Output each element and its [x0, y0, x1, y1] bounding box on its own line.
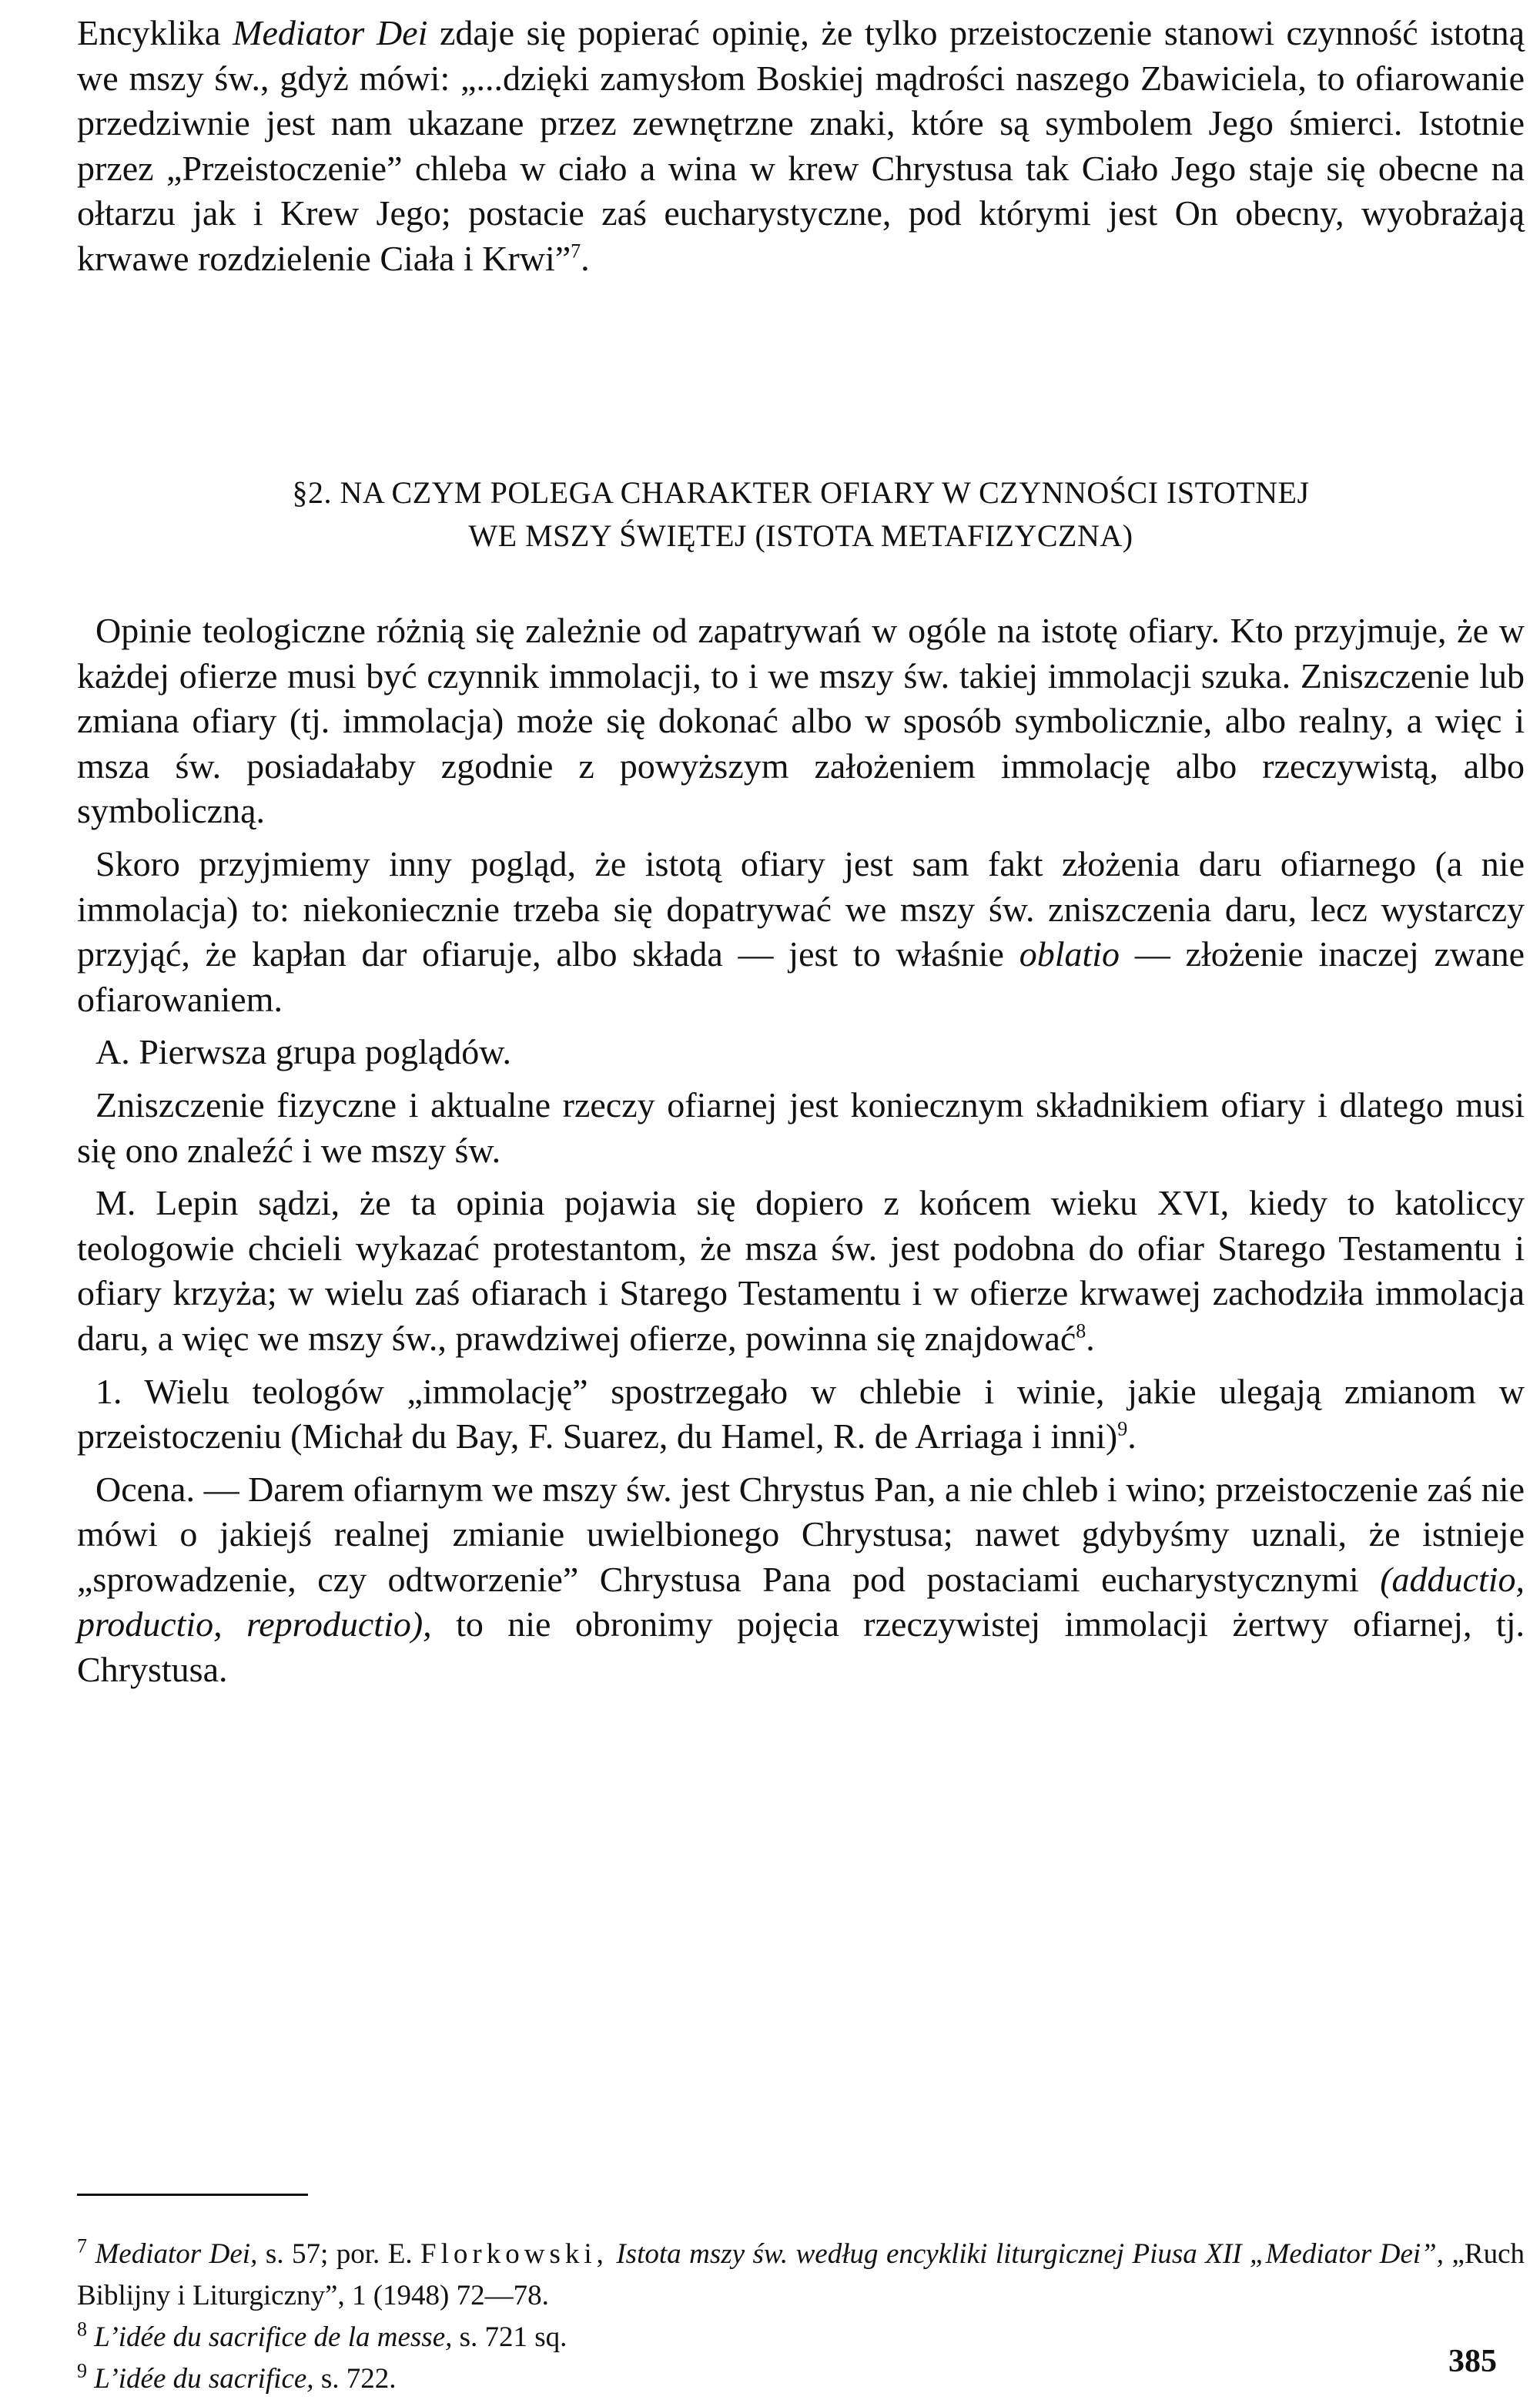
body-main: [77, 608, 1525, 1701]
text: Encyklika: [77, 13, 233, 52]
footnote-divider: [77, 2194, 308, 2196]
section-heading: [77, 471, 1525, 558]
footnote-number: 8: [77, 2318, 87, 2341]
text: .: [1086, 1318, 1095, 1358]
text: Skoro przyjmiemy inny pogląd, że istotą ofiary jest sam fakt złożenia daru ofiarnego (a nie immolacja) to: niekoniecznie trzeba się dopatrywać we mszy św. zniszczenia daru, lecz wystarczy przyjąć, że kapłan dar ofiaruje, albo składa — jest to właśnie: [77, 843, 1525, 974]
subheading-group-a: A. Pierwsza grupa poglądów.: [95, 1032, 511, 1072]
text: s. 722.: [313, 2363, 397, 2395]
footnote-7: [77, 2234, 1525, 2317]
footnote-ref-9: 9: [1117, 1417, 1128, 1440]
paragraph-assessment: [77, 1467, 1525, 1693]
text: „Ruch Biblijny i Liturgiczny”, 1 (1948) 72—78.: [77, 2238, 1525, 2311]
italic-title: Mediator Dei,: [95, 2238, 258, 2270]
text: to nie obronimy pojęcia rzeczywistej immolacji żertwy ofiarnej, tj. Chrystusa.: [77, 1604, 1525, 1690]
section-heading-line2: WE MSZY ŚWIĘTEJ (ISTOTA METAFIZYCZNA): [468, 518, 1133, 553]
footnote-number: 7: [77, 2234, 87, 2258]
italic-title: L’idée du sacrifice de la messe,: [94, 2321, 453, 2353]
text: 1. Wielu teologów „immolację” spostrzegało w chlebie i winie, jakie ulegają zmianom w przeistoczeniu (Michał du Bay, F. Suarez, du Hamel, R. de Arriaga i inni): [77, 1371, 1525, 1456]
paragraph-destruction: Zniszczenie fizyczne i aktualne rzeczy ofiarnej jest koniecznym składnikiem ofiary i dlatego musi się ono znaleźć i we mszy św.: [77, 1084, 1525, 1170]
author-name: Florkowski,: [420, 2238, 608, 2270]
italic-latin: (adductio, productio, reproductio),: [77, 1559, 1525, 1644]
paragraph-theologians: [77, 1369, 1525, 1460]
text: zdaje się popierać opinię, że tylko przeistoczenie stanowi czynność istotną we mszy św., gdyż mówi: „...dzięki zamysłom Boskiej mądrości naszego Zbawiciela, to ofiarowanie przedziwnie jest nam ukazane przez zewnętrzne znaki, które są symbolem Jego śmierci. Istotnie przez „Przeistoczenie” chleba w ciało a wina w krew Chrystusa tak Ciało Jego staje się obecne na ołtarzu jak i Krew Jego; postacie zaś eucharystyczne, pod którymi jest On obecny, wyobrażają krwawe rozdzielenie Ciała i Krwi”: [77, 13, 1525, 278]
text: s. 57; por. E.: [257, 2238, 421, 2270]
text: — złożenie inaczej zwane ofiarowaniem.: [77, 934, 1525, 1019]
italic-title: L’idée du sacrifice,: [94, 2363, 314, 2395]
footnote-ref-8: 8: [1076, 1319, 1086, 1342]
paragraph-opinions: Opinie teologiczne różnią się zależnie od zapatrywań w ogóle na istotę ofiary. Kto przyjmuje, że w każdej ofierze musi być czynnik immolacji, to i we mszy św. takiej immolacji szuka. Zniszczenie lub zmiana ofiary (tj. immolacja) może się dokonać albo w sposób symbolicznie, albo realny, a więc i msza św. posiadałaby zgodnie z powyższym założeniem immolację albo rzeczywistą, albo symboliczną.: [77, 611, 1525, 831]
page: [77, 0, 1525, 2395]
paragraph-lepin: [77, 1181, 1525, 1361]
footnote-9: [77, 2358, 1525, 2400]
paragraph-encyclical-quote: [77, 11, 1525, 282]
section-heading-line1: §2. NA CZYM POLEGA CHARAKTER OFIARY W CZYNNOŚCI ISTOTNEJ: [292, 475, 1310, 510]
footnote-number: 9: [77, 2359, 87, 2382]
italic-title: Mediator Dei: [233, 13, 428, 52]
italic-term: oblatio: [1019, 934, 1120, 974]
text: .: [581, 238, 590, 278]
paragraph-oblatio: [77, 842, 1525, 1022]
text: M. Lepin sądzi, że ta opinia pojawia się dopiero z końcem wieku XVI, kiedy to katoliccy teologowie chcieli wykazać protestantom, że msza św. jest podobna do ofiar Starego Testamentu i ofiary krzyża; w wielu zaś ofiarach i Starego Testamentu i w ofierze krwawej zachodziła immolacja daru, a więc we mszy św., prawdziwej ofierze, powinna się znajdować: [77, 1183, 1525, 1358]
footnote-ref-7: 7: [571, 240, 581, 263]
text: s. 721 sq.: [452, 2321, 567, 2353]
body-top: [77, 11, 1525, 282]
footnotes: [77, 2234, 1525, 2400]
italic-title: Istota mszy św. według encykliki liturgicznej Piusa XII „Mediator Dei”,: [608, 2238, 1445, 2270]
text: Ocena. — Darem ofiarnym we mszy św. jest Chrystus Pan, a nie chleb i wino; przeistoczenie zaś nie mówi o jakiejś realnej zmianie uwielbionego Chrystusa; nawet gdybyśmy uznali, że istnieje „sprowadzenie, czy odtworzenie” Chrystusa Pana pod postaciami eucharystycznymi: [77, 1469, 1525, 1599]
page-number: 385: [1448, 2344, 1497, 2379]
text: .: [1127, 1416, 1137, 1456]
footnote-8: [77, 2317, 1525, 2358]
